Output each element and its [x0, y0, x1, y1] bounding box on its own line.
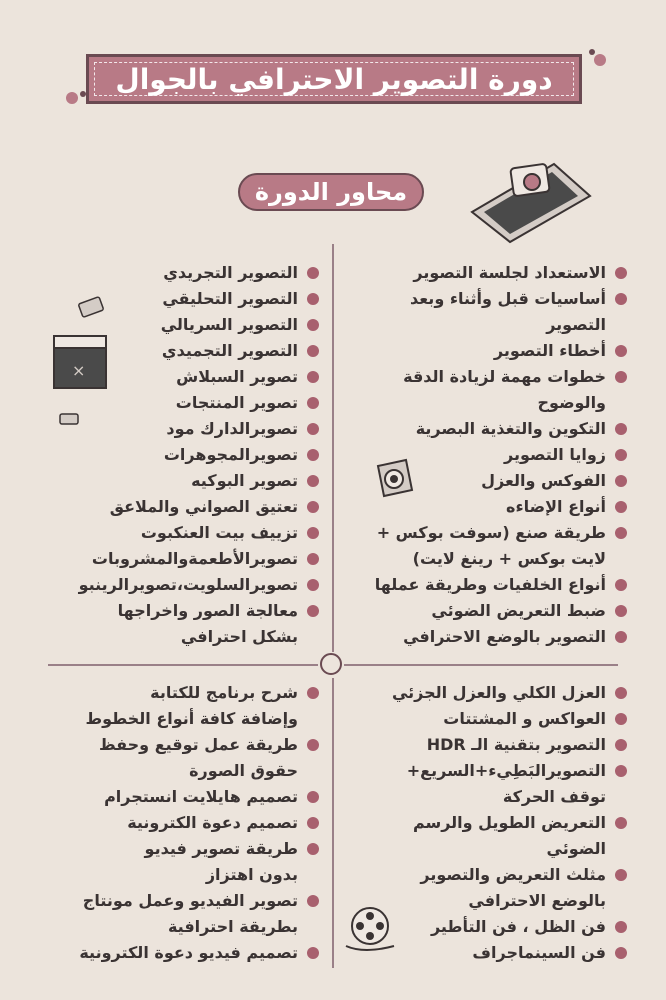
vertical-divider	[332, 678, 334, 968]
topic-item	[392, 706, 630, 732]
topic-text: تزييف بيت العنكبوت	[140, 523, 298, 542]
dots-decoration-icon	[588, 48, 612, 72]
topic-text-continuation: وإضافة كافة أنواع الخطوط	[85, 709, 298, 728]
topic-text: ضبط التعريض الضوئي	[431, 601, 606, 620]
topic-text: فن السينماجراف	[472, 943, 606, 962]
topic-text: تصويرالدارك مود	[166, 419, 298, 438]
topic-text-continuation: بدون اهتزاز	[205, 865, 298, 884]
topic-text: طريقة عمل توقيع وحفظ	[99, 735, 298, 754]
topic-text: تصميم دعوة الكترونية	[127, 813, 298, 832]
topic-item	[79, 416, 322, 442]
topic-text: أنواع الإضاءه	[506, 497, 606, 516]
topic-text: أساسيات قبل وأثناء وبعد	[410, 289, 606, 308]
topic-text: تصوير البوكيه	[191, 471, 298, 490]
topic-item	[79, 810, 322, 836]
topic-item	[375, 624, 630, 650]
topic-text: خطوات مهمة لزيادة الدقة	[403, 367, 606, 386]
topic-item	[79, 468, 322, 494]
topic-text: تصوير الفيديو وعمل مونتاج	[82, 891, 298, 910]
topic-text: العواكس و المشتتات	[443, 709, 606, 728]
topic-text: التكوين والتغذية البصرية	[415, 419, 606, 438]
topic-text: الاستعداد لجلسة التصوير	[413, 263, 606, 282]
topic-text: تعتيق الصواني والملاعق	[109, 497, 298, 516]
topics-list-top-right	[375, 260, 630, 650]
topic-text: تصوير السبلاش	[176, 367, 298, 386]
topic-text: التصوير بالوضع الاحترافي	[403, 627, 606, 646]
topic-item	[392, 758, 630, 810]
topic-item	[392, 940, 630, 966]
svg-text:×: ×	[72, 361, 86, 380]
topic-item	[375, 286, 630, 338]
subtitle-badge	[238, 173, 424, 211]
topic-text-continuation: الضوئي	[546, 839, 606, 858]
topic-item	[79, 260, 322, 286]
title-banner	[86, 54, 582, 104]
topic-item	[79, 312, 322, 338]
topic-text-continuation: لايت بوكس + رينغ لايت)	[412, 549, 606, 568]
topic-text: طريقة تصوير فيديو	[144, 839, 298, 858]
topic-item	[79, 286, 322, 312]
topic-item	[392, 680, 630, 706]
topic-item	[79, 546, 322, 572]
topic-text: تصويرالمجوهرات	[163, 445, 298, 464]
topic-text: طريقة صنع (سوفت بوكس +	[376, 523, 606, 542]
topic-text-continuation: بشكل احترافي	[180, 627, 298, 646]
topic-text: التصوير بتقنية الـ HDR	[426, 735, 606, 754]
topics-list-bottom-right	[392, 680, 630, 966]
topic-text-continuation: بطريقة احترافية	[167, 917, 298, 936]
topics-list-bottom-left	[79, 680, 322, 966]
topic-text: زوايا التصوير	[503, 445, 606, 464]
topic-text: تصميم هايلايت انستجرام	[104, 787, 298, 806]
topic-text: مثلث التعريض والتصوير	[420, 865, 606, 884]
topic-text-continuation: التصوير	[546, 315, 606, 334]
topic-text-continuation: حقوق الصورة	[189, 761, 298, 780]
topics-list-top-left	[79, 260, 322, 650]
topic-text: معالجة الصور واخراجها	[117, 601, 298, 620]
topic-item	[79, 364, 322, 390]
horizontal-divider	[48, 664, 318, 666]
topic-text: التعريض الطويل والرسم	[412, 813, 606, 832]
topic-text: شرح برنامج للكتابة	[150, 683, 298, 702]
topic-item	[79, 836, 322, 888]
topic-item	[79, 494, 322, 520]
topic-item	[79, 888, 322, 940]
vertical-divider	[332, 244, 334, 652]
topic-text: العزل الكلي والعزل الجزئي	[391, 683, 606, 702]
topic-item	[79, 680, 322, 732]
topic-text: تصويرالأطعمةوالمشروبات	[91, 549, 298, 568]
topic-text: التصويرالبَطِيء+السريع+	[406, 761, 606, 780]
topic-item	[375, 468, 630, 494]
topic-item	[375, 572, 630, 598]
topic-item	[79, 338, 322, 364]
subtitle: محاور الدورة	[254, 178, 408, 206]
topic-text: فن الظل ، فن التأطير	[430, 917, 606, 936]
topic-text: التصوير السريالي	[160, 315, 298, 334]
topic-text-continuation: بالوضع الاحترافي	[468, 891, 606, 910]
topic-text: التصوير التحليقي	[162, 289, 298, 308]
topic-item	[392, 862, 630, 914]
topic-item	[375, 442, 630, 468]
topic-item	[375, 260, 630, 286]
phone-camera-icon	[466, 150, 596, 246]
topic-text: تصميم فيديو دعوة الكترونية	[79, 943, 298, 962]
topic-item	[375, 520, 630, 572]
topic-item	[79, 598, 322, 650]
topic-item	[79, 784, 322, 810]
topic-text: التصوير التجميدي	[161, 341, 298, 360]
topic-item	[79, 572, 322, 598]
center-circle	[320, 653, 342, 675]
topic-item	[375, 598, 630, 624]
topic-item	[375, 338, 630, 364]
topic-item	[392, 914, 630, 940]
topic-text: تصويرالسلويت،تصويرالرينبو	[78, 575, 298, 594]
topic-item	[375, 494, 630, 520]
horizontal-divider	[344, 664, 618, 666]
dots-decoration-icon	[64, 86, 88, 110]
topic-item	[79, 940, 322, 966]
topic-item	[79, 390, 322, 416]
topic-text: التصوير التجريدي	[163, 263, 298, 282]
topic-text: أنواع الخلفيات وطريقة عملها	[374, 575, 606, 594]
topic-text: تصوير المنتجات	[175, 393, 298, 412]
topic-item	[375, 364, 630, 416]
topic-text-continuation: توقف الحركة	[502, 787, 606, 806]
topic-item	[79, 442, 322, 468]
topic-text: أخطاء التصوير	[493, 341, 606, 360]
page-title: دورة التصوير الاحترافي بالجوال	[115, 62, 553, 96]
topic-item	[375, 416, 630, 442]
topic-item	[392, 732, 630, 758]
topic-text: الفوكس والعزل	[481, 471, 606, 490]
topic-item	[79, 732, 322, 784]
topic-item	[392, 810, 630, 862]
topic-item	[79, 520, 322, 546]
topic-text-continuation: والوضوح	[537, 393, 606, 412]
